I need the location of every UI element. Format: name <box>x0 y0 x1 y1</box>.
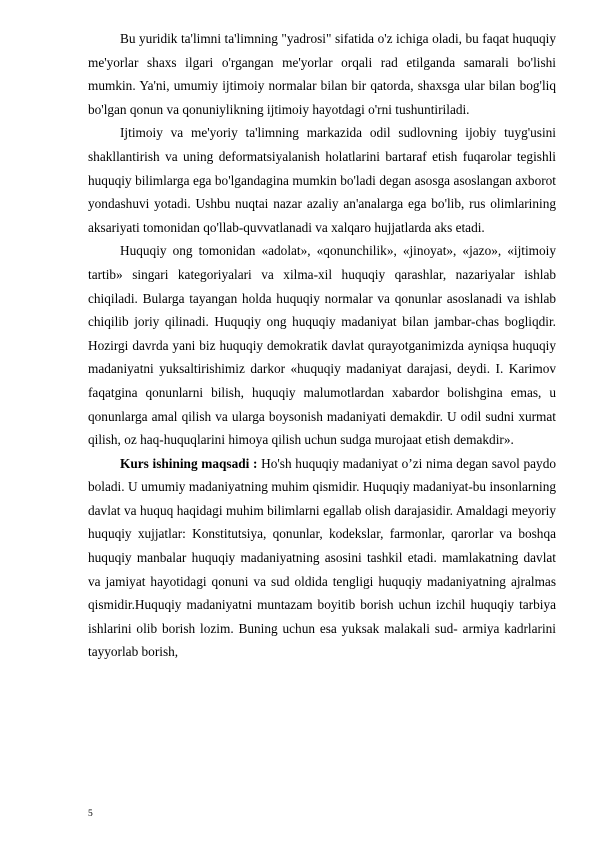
paragraph-4-lead: Kurs ishining maqsadi : <box>120 455 258 471</box>
document-body <box>88 27 556 664</box>
page-number: 5 <box>88 809 93 819</box>
paragraph-1 <box>88 27 556 121</box>
paragraph-1-text: Bu yuridik ta'limni ta'limning "yadrosi" sifatida o'z ichiga oladi, bu faqat huquqiy me'yorlar shaxs ilgari o'rgangan me'yorlar orqali rad etilganda samarali bo'lishi mumkin. Ya'ni, umumiy ijtimoiy normalar bilan bir qatorda, shaxsga ular bilan bog'liq bo'lgan qonun va qonuniylikning ijtimoiy hayotdagi o'rni tushuntiriladi. <box>88 31 556 117</box>
paragraph-2-text: Ijtimoiy va me'yoriy ta'limning markazida odil sudlovning ijobiy tuyg'usini shakllantirish va uning deformatsiyalanish holatlarini bartaraf etish fuqarolar tegishli huquqiy bilimlarga ega bo'lgandagina mumkin bo'ladi degan asosga asoslangan axborot yondashuvi yotadi. Ushbu nuqtai nazar azaliy an'analarga ega bo'lib, rus olimlarining aksariyati tomonidan qo'llab-quvvatlanadi va xalqaro hujjatlarda aks etadi. <box>88 125 556 235</box>
paragraph-3 <box>88 239 556 451</box>
paragraph-3-text: Huquqiy ong tomonidan «adolat», «qonunchilik», «jinoyat», «jazo», «ijtimoiy tartib» singari kategoriyalari va xilma-xil huquqiy qarashlar, nazariyalar ishlab chiqiladi. Bularga tayangan holda huquqiy normalar va qonunlar asoslanadi va ishlab chiqilib joriy qilinadi. Huquqiy ong huquqiy madaniyat bilan jambar-chas bogliqdir. Hozirgi davrda yani biz huquqiy demokratik davlat qurayotganimizda ayniqsa huquqiy madaniyatni yuksaltirishimiz darkor «huquqiy madaniyat darajasi, deydi. I. Karimov faqatgina qonunlarni bilish, huquqiy malumotlardan xabardor bolishgina emas, u qonunlarga amal qilish va ularga boysonish madaniyati demakdir. U odil sudni xurmat qilish, oz haq-huquqlarini himoya qilish uchun sudga murojaat etish demakdir». <box>88 243 556 448</box>
paragraph-4-text: Ho'sh huquqiy madaniyat o’zi nima degan savol paydo boladi. U umumiy madaniyatning muhim qismidir. Huquqiy madaniyat-bu insonlarning davlat va huquq haqidagi muhim bilimlarni egallab olish darajasidir. Amaldagi meyoriy huquqiy xujjatlar: Konstitutsiya, qonunlar, kodekslar, farmonlar, qarorlar va boshqa huquqiy manbalar huquqiy madaniyatning asosini tashkil etadi. mamlakatning davlat va jamiyat hayotidagi qonuni va sud oldida tengligi huquqiy madaniyatning ajralmas qismidir.Huquqiy madaniyatni muntazam boyitib borish uchun izchil huquqiy tarbiya ishlarini olib borish lozim. Buning uchun esa yuksak malakali sud- armiya kadrlarini tayyorlab borish, <box>88 455 556 660</box>
paragraph-4 <box>88 452 556 664</box>
paragraph-2 <box>88 121 556 239</box>
